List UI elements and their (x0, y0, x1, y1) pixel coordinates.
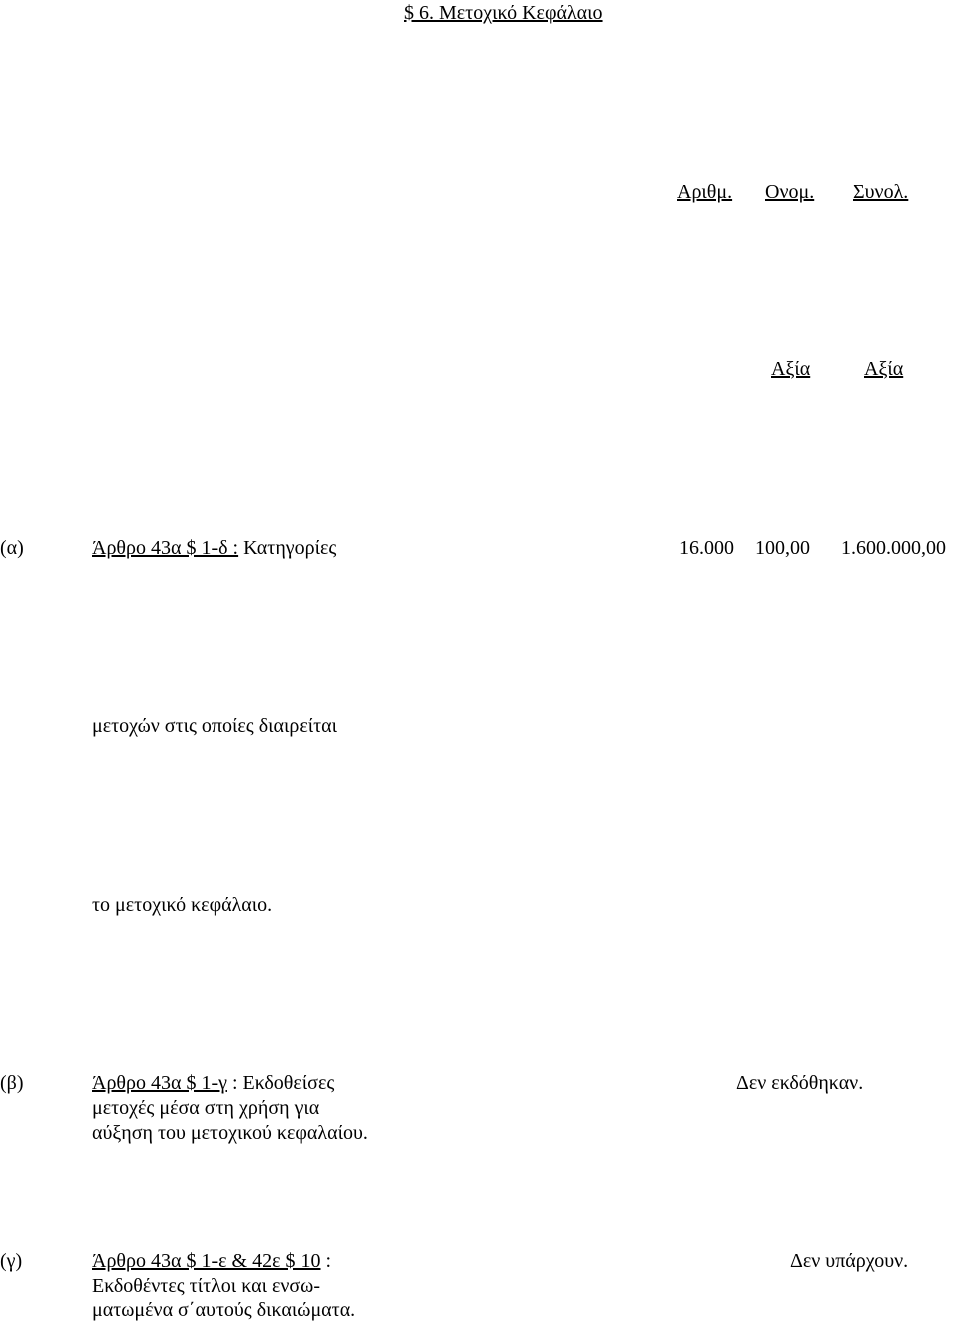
item-c-article: Άρθρο 43α $ 1-ε & 42ε $ 10 (92, 1250, 321, 1272)
item-b-article-rest: : Εκδοθείσες (226, 1072, 335, 1094)
column-header-total: Συνολ. (853, 181, 909, 203)
item-c-label: (γ) (0, 1250, 23, 1272)
item-c-line2: Εκδοθέντες τίτλοι και ενσω- (92, 1275, 320, 1297)
item-c-line3: ματωμένα σ΄αυτούς δικαιώματα. (92, 1299, 356, 1321)
item-b-line3: αύξηση του μετοχικού κεφαλαίου. (92, 1122, 368, 1144)
column-header-number: Αριθμ. (677, 181, 733, 203)
item-c-article-rest: : (320, 1250, 332, 1272)
item-a-value-number: 16.000 (679, 537, 734, 559)
item-a-article: Άρθρο 43α $ 1-δ : (92, 537, 239, 559)
item-a-value-nominal: 100,00 (755, 537, 810, 559)
item-a-value-total: 1.600.000,00 (841, 537, 946, 559)
item-b-article: Άρθρο 43α $ 1-γ (92, 1072, 227, 1094)
item-c-status: Δεν υπάρχουν. (790, 1250, 909, 1272)
item-a-line3: το μετοχικό κεφάλαιο. (92, 894, 273, 916)
item-b-heading (92, 1071, 334, 1095)
item-a-article-rest: Κατηγορίες (238, 537, 337, 559)
item-a-line2: μετοχών στις οποίες διαιρείται (92, 715, 338, 737)
item-b-status: Δεν εκδόθηκαν. (736, 1072, 864, 1094)
section-title: $ 6. Μετοχικό Κεφάλαιο (404, 2, 603, 24)
column-header-nominal: Ονομ. (765, 181, 815, 203)
column-header-value-nominal: Αξία (771, 358, 811, 380)
item-a-heading (92, 536, 336, 560)
item-a-label: (α) (0, 537, 24, 559)
item-b-label: (β) (0, 1072, 24, 1094)
item-c-heading (92, 1249, 331, 1273)
item-b-line2: μετοχές μέσα στη χρήση για (92, 1097, 320, 1119)
column-header-value-total: Αξία (864, 358, 904, 380)
